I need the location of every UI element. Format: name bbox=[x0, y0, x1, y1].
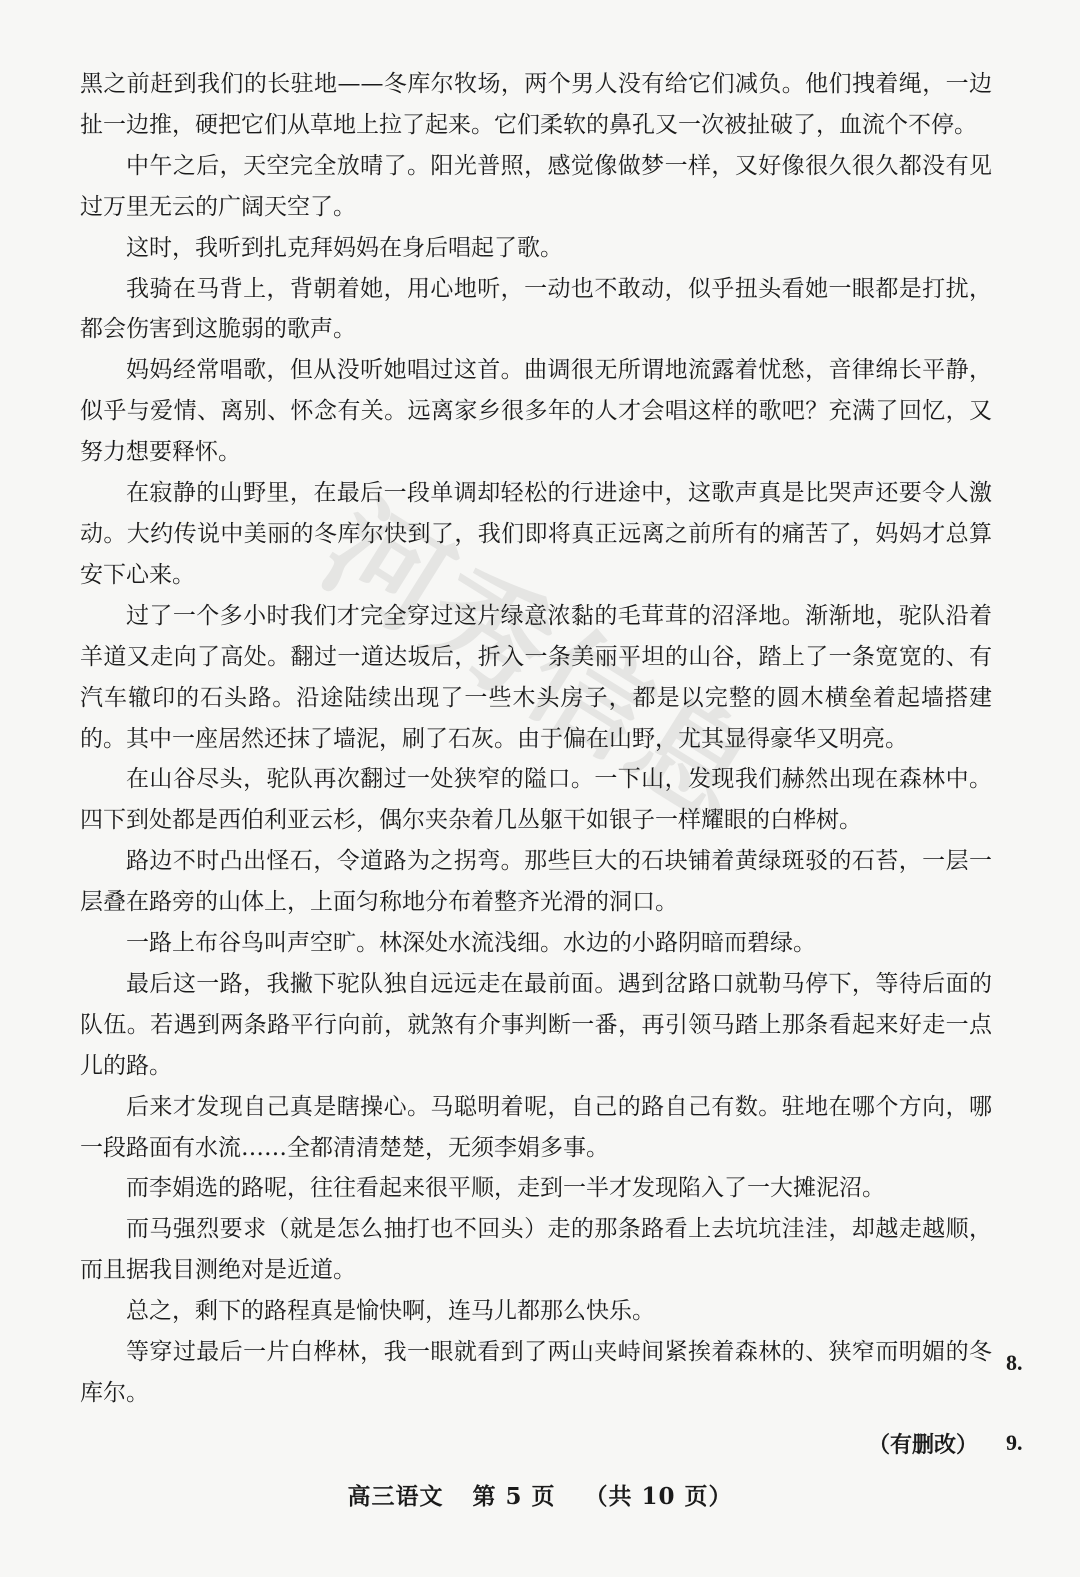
source-note: （有删改） bbox=[868, 1432, 979, 1458]
watermark-char: 信 bbox=[503, 605, 678, 785]
paragraph: 等穿过最后一片白桦林，我一眼就看到了两山夹峙间紧挨着森林的、狭窄而明媚的冬库尔。 bbox=[80, 1339, 992, 1406]
paragraph: 最后这一路，我撇下驼队独自远远走在最前面。遇到岔路口就勒马停下，等待后面的队伍。若遇到两条路平行向前，就煞有介事判断一番，再引领马踏上那条看起来好走一点儿的路。 bbox=[80, 970, 992, 1079]
paragraph: 总之，剩下的路程真是愉快啊，连马儿都那么快乐。 bbox=[126, 1298, 655, 1325]
paragraph: 在山谷尽头，驼队再次翻过一处狭窄的隘口。一下山，发现我们赫然出现在森林中。四下到处都是西伯利亚云杉，偶尔夹杂着几丛躯干如银子一样耀眼的白桦树。 bbox=[80, 766, 992, 834]
watermark-char: 秀 bbox=[402, 541, 576, 722]
paragraph: 我骑在马背上，背朝着她，用心地听，一动也不敢动，似乎扭头看她一眼都是打扰，都会伤害到这脆弱的歌声。 bbox=[80, 275, 992, 343]
paragraph: 过了一个多小时我们才完全穿过这片绿意浓黏的毛茸茸的沼泽地。渐渐地，驼队沿着羊道又走向了高处。翻过一道达坂后，折入一条美丽平坦的山谷，踏上了一条宽宽的、有汽车辙印的石头路。沿途陆续出现了一些木头房子，都是以完整的圆木横垒着起墙搭建的。其中一座居然还抹了墙泥，刷了石灰。由于偏在山野，尤其显得豪华又明亮。 bbox=[80, 602, 992, 752]
footer-subject: 高三语文 bbox=[347, 1483, 444, 1510]
question-number-8: 8. bbox=[1006, 1350, 1023, 1375]
watermark-char: 河 bbox=[300, 477, 474, 658]
reading-passage bbox=[80, 64, 992, 1414]
page-footer bbox=[0, 1478, 1080, 1511]
paragraph: 中午之后，天空完全放晴了。阳光普照，感觉像做梦一样，又好像很久很久都没有见过万里无云的广阔天空了。 bbox=[80, 152, 992, 220]
paragraph: 一路上布谷鸟叫声空旷。林深处水流浅细。水边的小路阴暗而碧绿。 bbox=[126, 930, 816, 957]
footer-total-pages: （共 10 页） bbox=[584, 1483, 733, 1510]
paragraph: 妈妈经常唱歌，但从没听她唱过这首。曲调很无所谓地流露着忧愁，音律绵长平静，似乎与爱情、离别、怀念有关。远离家乡很多年的人才会唱这样的歌吧？充满了回忆，又努力想要释怀。 bbox=[80, 357, 992, 466]
paragraph: 路边不时凸出怪石，令道路为之拐弯。那些巨大的石块铺着黄绿斑驳的石苔，一层一层叠在路旁的山体上，上面匀称地分布着整齐光滑的洞口。 bbox=[80, 848, 992, 916]
paragraph: 后来才发现自己真是瞎操心。马聪明着呢，自己的路自己有数。驻地在哪个方向，哪一段路面有水流……全都清清楚楚，无须李娟多事。 bbox=[80, 1093, 992, 1161]
paragraph: 这时，我听到扎克拜妈妈在身后唱起了歌。 bbox=[126, 234, 563, 261]
paragraph: 在寂静的山野里，在最后一段单调却轻松的行进途中，这歌声真是比哭声还要令人激动。大约传说中美丽的冬库尔快到了，我们即将真正远离之前所有的痛苦了，妈妈才总算安下心来。 bbox=[80, 480, 992, 588]
paragraph: 而马强烈要求（就是怎么抽打也不回头）走的那条路看上去坑坑洼洼，却越走越顺，而且据我目测绝对是近道。 bbox=[80, 1216, 992, 1284]
question-number-9: 9. bbox=[1006, 1430, 1023, 1455]
footer-page-number: 第 5 页 bbox=[472, 1483, 556, 1510]
paragraph: 而李娟选的路呢，往往看起来很平顺，走到一半才发现陷入了一大摊泥沼。 bbox=[126, 1175, 885, 1202]
paragraph: 黑之前赶到我们的长驻地——冬库尔牧场，两个男人没有给它们减负。他们拽着绳，一边扯一边推，硬把它们从草地上拉了起来。它们柔软的鼻孔又一次被扯破了，血流个不停。 bbox=[80, 71, 992, 138]
watermark-char: 息 bbox=[605, 668, 779, 849]
